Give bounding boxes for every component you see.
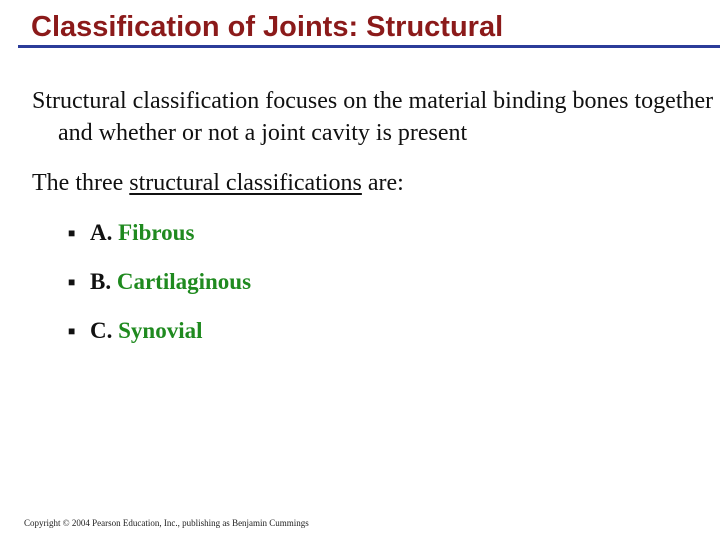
classification-letter: C. [90, 318, 113, 343]
square-bullet-icon: ■ [68, 324, 76, 338]
classification-list [68, 217, 251, 364]
classification-name: Fibrous [118, 220, 195, 245]
classification-name: Cartilaginous [116, 269, 252, 294]
classification-letter: A. [90, 220, 113, 245]
slide-title: Classification of Joints: Structural [31, 11, 504, 43]
copyright-notice: Copyright © 2004 Pearson Education, Inc., publishing as Benjamin Cummings [24, 518, 309, 528]
classification-name: Synovial [118, 318, 203, 343]
list-intro-underlined: structural classifications [129, 170, 362, 196]
list-item [68, 217, 251, 266]
list-intro-after: are: [361, 170, 404, 196]
classification-letter: B. [90, 269, 112, 294]
list-item [68, 315, 251, 364]
square-bullet-icon: ■ [68, 226, 76, 240]
intro-paragraph: Structural classification focuses on the material binding bones together and whether or not a joint cavity is present [32, 88, 714, 146]
title-divider [18, 45, 720, 48]
list-intro [32, 167, 702, 199]
list-intro-before: The three [32, 170, 130, 196]
list-item [68, 266, 251, 315]
square-bullet-icon: ■ [68, 275, 76, 289]
